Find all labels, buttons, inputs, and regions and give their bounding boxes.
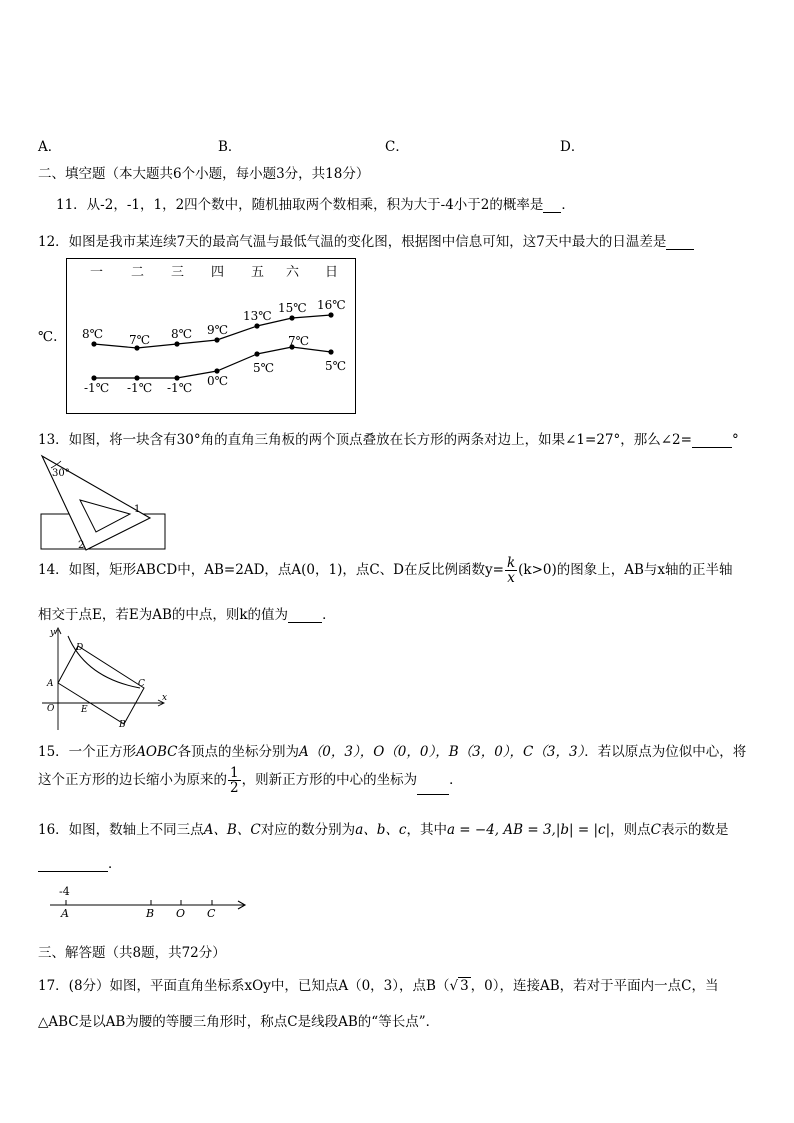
fraction-k-over-x: $\frac{k}{x}$ [506,555,516,586]
answer-blank-15 [417,780,449,795]
point-c-label: C [138,679,145,689]
low-temperature-point [328,349,333,354]
high-temperature-label: 8℃ [82,327,104,341]
low-temperature-label: 5℃ [253,361,275,375]
angle-1-label: 1 [134,504,141,515]
question-12-unit: ℃. [38,329,58,345]
high-temperature-label: 9℃ [207,323,229,337]
low-temperature-label: 0℃ [207,374,229,388]
question-16-line-2 [38,852,122,872]
question-14-line-2-text: 相交于点E，若E为AB的中点，则k的值为 [38,607,289,623]
high-temperature-point [214,337,219,342]
section-2-title: 二、填空题（本大题共6个小题，每小题3分，共18分） [38,166,370,182]
question-15-text-b: 各顶点的坐标分别为 [177,744,300,760]
question-15-text-a: 15．一个正方形 [38,744,137,760]
question-15-text-c: ．若以原点为位似中心，将 [584,744,747,760]
question-17-line-2: △ABC是以AB为腰的等腰三角形时，称点C是线段AB的“等长点”． [38,1014,440,1030]
origin-label: O [47,704,55,714]
question-15-line-2-text-a: 这个正方形的边长缩小为原来的 [38,772,227,788]
points-abc: A、B、C [203,822,261,838]
sqrt-symbol: √ [449,978,459,994]
triangle-figure [38,452,168,552]
label-a: A [61,907,69,920]
question-15-line-2-text-b: ，则新正方形的中心的坐标为 [241,772,418,788]
question-15-tail: ． [449,772,463,788]
question-14-text-b: (k>0)的图象上，AB与x轴的正半轴 [518,562,733,578]
option-b: B． [218,139,242,155]
question-14-line-1 [38,556,733,585]
rectangle-graph-figure [38,624,173,736]
fraction-one-half: $\frac{1}{2}$ [230,765,239,796]
rectangle-abcd [58,646,144,724]
point-c-name: C [650,822,661,838]
values-abc: a、b、c [355,822,407,838]
question-16-text-d: ，则点 [610,822,651,838]
question-11 [56,193,575,213]
question-17-text-b: ，0），连接AB，若对于平面内一点C，当 [470,978,719,994]
question-16-text-c: ，其中 [406,822,447,838]
high-temperature-label: 16℃ [317,298,346,312]
day-labels [90,265,338,280]
question-17-text-a: 17．(8分）如图，平面直角坐标系xOy中，已知点A（0，3），点B（ [38,978,450,994]
low-temperature-point [91,375,96,380]
question-14-text-a: 14．如图，矩形ABCD中，AB=2AD，点A(0，1)，点C、D在反比例函数y= [38,562,504,578]
low-temperature-point [254,351,259,356]
section-3-title: 三、解答题（共8题，共72分） [38,945,226,961]
answer-blank-14 [288,608,322,623]
day-label: 六 [286,265,300,280]
angle-2-label: 2 [78,540,85,551]
question-15-line-2 [38,766,463,795]
question-13-tail: ° [731,432,739,448]
day-label: 三 [171,265,185,280]
day-label: 四 [211,265,225,280]
question-14-tail: ． [322,607,336,623]
answer-blank-16 [38,857,108,872]
number-line-figure [46,884,252,920]
day-label: 一 [90,265,104,280]
low-temperature-label: -1℃ [84,381,110,395]
condition-expression: a = −4, AB = 3,|b| = |c| [446,822,611,838]
high-temperature-label: 13℃ [243,309,272,323]
sqrt-value: 3 [460,978,469,994]
question-17-line-1 [38,974,719,994]
question-11-tail: ． [561,197,575,213]
square-coordinates: A（0，3），O（0，0），B（3，0），C（3，3） [299,744,585,760]
x-axis-label: x [162,693,168,703]
option-d: D． [560,139,585,155]
question-13 [38,428,739,448]
low-temperature-label: 5℃ [325,359,347,373]
temperature-chart [66,258,356,414]
answer-blank-13 [692,433,732,448]
low-temperature-point [174,375,179,380]
question-16-text-e: 表示的数是 [660,822,729,838]
high-temperature-label: 7℃ [129,333,151,347]
point-e-label: E [81,705,88,715]
question-16-tail: ． [108,856,122,872]
answer-blank-12 [666,235,694,250]
low-temperature-point [214,368,219,373]
question-16-text-b: 对应的数分别为 [260,822,356,838]
tick-value-a: -4 [59,885,70,898]
high-temperature-point [91,341,96,346]
question-14-line-2 [38,603,336,623]
answer-blank-11 [543,198,561,213]
square-name: AOBC [136,744,178,760]
low-temperature-label: 7℃ [288,334,310,348]
question-16-text-a: 16．如图，数轴上不同三点 [38,822,204,838]
label-o: O [176,907,186,920]
label-c: C [207,907,216,920]
question-15-line-1 [38,740,746,760]
option-a: A． [38,139,62,155]
high-temperature-point [289,315,294,320]
question-11-text: 11．从-2，-1，1，2四个数中，随机抽取两个数相乘，积为大于-4小于2的概率是 [56,197,544,213]
low-temperature-point [134,375,139,380]
point-d-label: D [76,643,84,653]
question-13-text: 13．如图，将一块含有30°角的直角三角板的两个顶点叠放在长方形的两条对边上，如果∠1=27°，那么∠2= [38,432,692,448]
y-axis-label: y [50,628,56,638]
high-temperature-point [254,323,259,328]
high-temperature-label: 15℃ [278,301,307,315]
option-c: C． [385,139,409,155]
high-temperature-point [328,312,333,317]
point-b-label: B [119,720,126,730]
question-12 [38,230,694,250]
low-temperature-points [84,334,346,395]
question-16-line-1 [38,818,728,838]
label-b: B [146,907,155,920]
high-temperature-point [174,341,179,346]
day-label: 五 [251,265,265,280]
high-temperature-label: 8℃ [171,327,193,341]
angle-30-label: 30° [52,468,70,479]
point-a-label: A [47,679,54,689]
day-label: 二 [131,265,145,280]
day-label: 日 [325,265,339,280]
question-12-text: 12．如图是我市某连续7天的最高气温与最低气温的变化图，根据图中信息可知，这7天中最大的日温差是 [38,234,667,250]
low-temperature-label: -1℃ [167,381,193,395]
low-temperature-label: -1℃ [127,381,153,395]
